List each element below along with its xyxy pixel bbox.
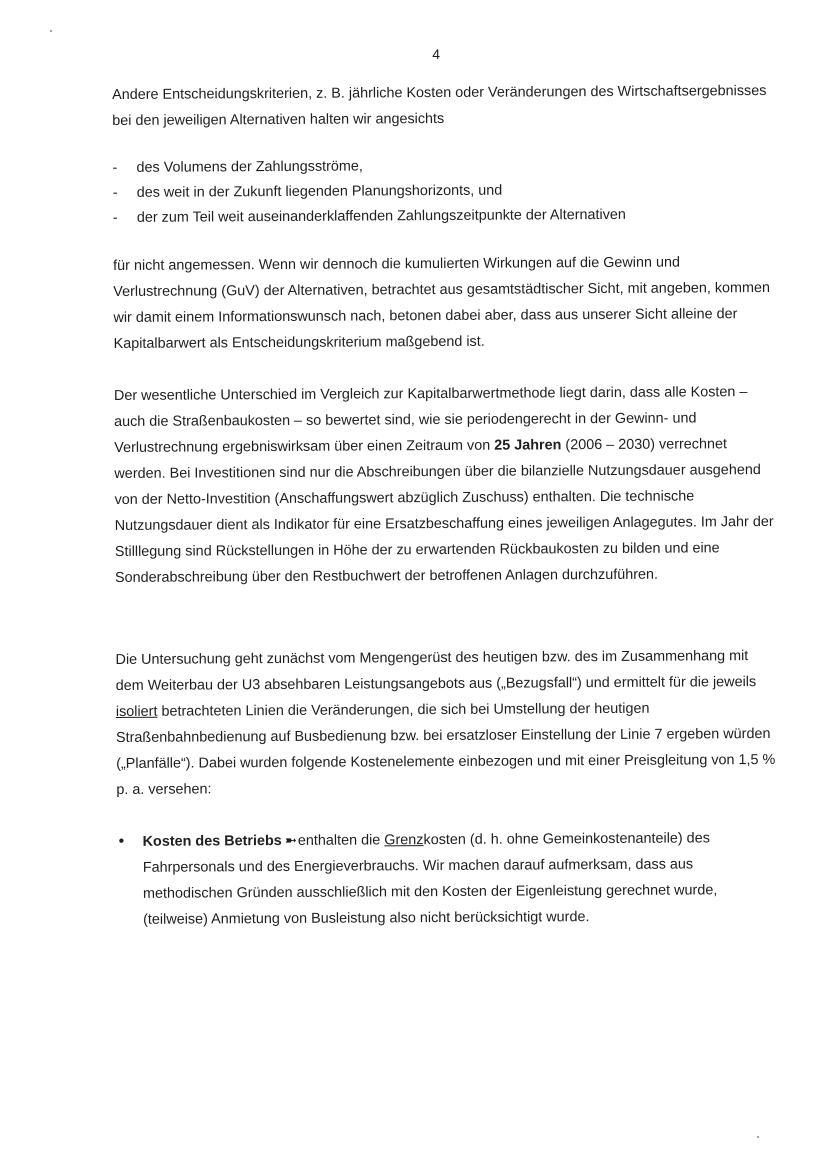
scan-speck — [757, 1136, 759, 1138]
intro-paragraph: Andere Entscheidungskriterien, z. B. jährliche Kosten oder Veränderungen des Wirtschaftsergebnisses bei den jeweiligen Alternativen halten wir angesichts — [112, 83, 767, 129]
cost-element-text-end: kosten (d. h. ohne Gemeinkostenanteile) des Fahrpersonals und des Energieverbrauchs. Wir machen darauf aufmerksam, dass aus methodischen Gründen ausschließlich mit den Kosten der Eigenleistung gerechnet wurde, (teilweise) Anmietung von Busleistung also nicht berücksichtigt wurde. — [142, 830, 718, 928]
dash-list-item: - des weit in der Zukunft liegenden Planungshorizonts, und — [113, 177, 773, 206]
cost-element-text-start: enthalten die — [297, 832, 385, 849]
isolated-emphasis: isoliert — [115, 703, 158, 720]
difference-text-start: Der wesentliche Unterschied im Vergleich zur Kapitalbarwertmethode liegt darin, dass alle Kosten – auch die Straßenbaukosten – so bewertet sind, wie sie periodengerecht in der Gewinn- und Verlustrechnung ergebniswirksam über einen Zeitraum von — [113, 384, 748, 456]
cost-element-title: Kosten des Betriebs — [142, 832, 282, 850]
dash-list-item: - des Volumens der Zahlungsströme, — [112, 152, 772, 181]
arrow-icon: ➼ — [284, 832, 294, 849]
study-text-end: betrachteten Linien die Veränderungen, die sich bei Umstellung der heutigen Straßenbahnbedienung auf Busbedienung bzw. bei ersatzloser Einstellung der Linie 7 ergeben würden („Planfälle“). Dabei wurden folgende Kostenelemente einbezogen und mit einer Preisgleitung von 1,5 % p. a. versehen: — [115, 700, 776, 798]
duration-emphasis: 25 Jahren — [494, 437, 562, 454]
marginal-emphasis: Grenz — [384, 832, 424, 849]
page-number: 4 — [432, 46, 440, 62]
study-paragraph — [115, 643, 776, 803]
dash-list — [112, 152, 772, 231]
scan-speck — [50, 30, 52, 32]
dash-list-item: - der zum Teil weit auseinanderklaffenden Zahlungszeitpunkte der Alternativen — [113, 202, 773, 231]
study-text-start: Die Untersuchung geht zunächst vom Mengengerüst des heutigen bzw. des im Zusammenhang mit dem Weiterbau der U3 absehbaren Leistungsangebots aus („Bezugsfall“) und ermittelt für die jeweils — [115, 648, 757, 694]
cost-elements-list — [117, 825, 778, 933]
difference-paragraph — [114, 379, 775, 591]
document-body — [112, 78, 777, 933]
difference-text-end: (2006 – 2030) verrechnet werden. Bei Investitionen sind nur die Abschreibungen über die bilanzielle Nutzungsdauer ausgehend von der Netto-Investition (Anschaffungswert abzüglich Zuschuss) enthalten. Die technische Nutzungsdauer dient als Indikator für eine Ersatzbeschaffung eines jeweiligen Anlagegutes. Im Jahr der Stilllegung sind Rückstellungen in Höhe der zu erwartenden Rückbaukosten zu bilden und eine Sonderabschreibung über den Restbuchwert der betroffenen Anlagen durchzuführen. — [114, 436, 774, 586]
conclusion-paragraph: für nicht angemessen. Wenn wir dennoch die kumulierten Wirkungen auf die Gewinn und Verlustrechnung (GuV) der Alternativen, betrachtet aus gesamtstädtischer Sicht, mit angeben, kommen wir damit einem Informationswunsch nach, betonen dabei aber, dass aus unserer Sicht alleine der Kapitalbarwert als Entscheidungskriterium maßgebend ist. — [113, 254, 771, 352]
cost-element-item — [117, 825, 778, 933]
